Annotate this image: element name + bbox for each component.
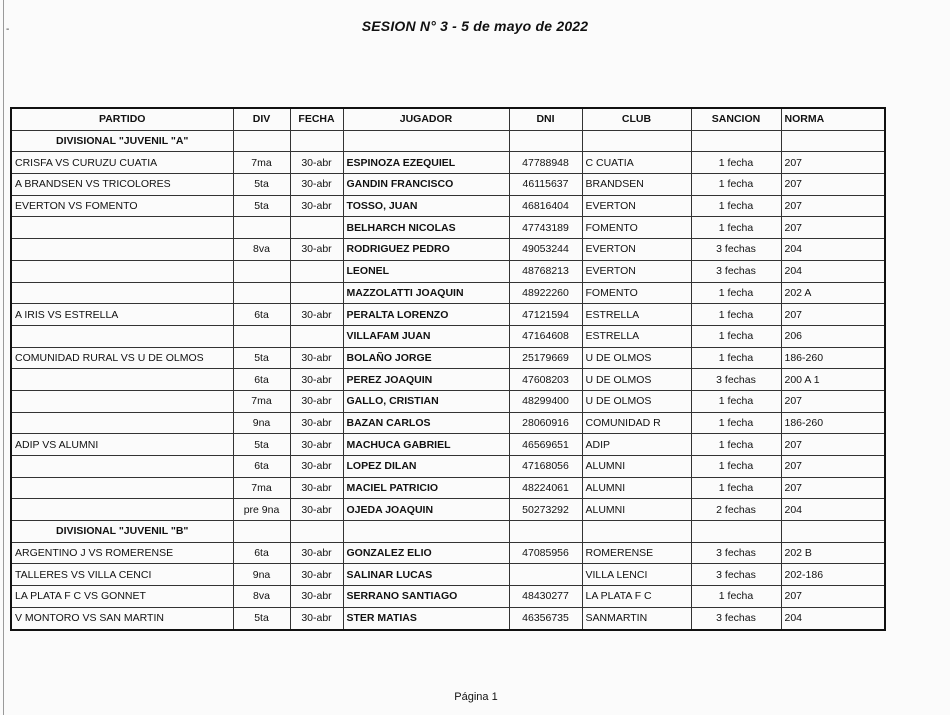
header-sancion: SANCION [691,108,781,130]
cell-club: ALUMNI [582,499,691,521]
cell-dni: 28060916 [509,412,582,434]
table-row [11,586,885,608]
cell-partido [11,412,233,434]
empty-cell [691,521,781,543]
cell-dni: 47121594 [509,304,582,326]
table-row [11,195,885,217]
cell-div [233,260,290,282]
cell-sancion: 1 fecha [691,152,781,174]
cell-div: 6ta [233,304,290,326]
cell-div: 8va [233,586,290,608]
cell-fecha: 30-abr [290,239,343,261]
cell-norma: 207 [781,390,885,412]
cell-sancion: 3 fechas [691,564,781,586]
cell-norma: 200 A 1 [781,369,885,391]
cell-dni: 48430277 [509,586,582,608]
cell-club: BRANDSEN [582,174,691,196]
cell-partido: CRISFA VS CURUZU CUATIA [11,152,233,174]
table-row [11,564,885,586]
cell-dni: 47085956 [509,542,582,564]
cell-fecha: 30-abr [290,607,343,629]
cell-jugador: MACHUCA GABRIEL [343,434,509,456]
cell-partido [11,369,233,391]
cell-fecha: 30-abr [290,152,343,174]
page-number: Página 1 [454,691,498,703]
cell-div: 9na [233,412,290,434]
cell-fecha [290,260,343,282]
empty-cell [582,521,691,543]
cell-partido: ARGENTINO J VS ROMERENSE [11,542,233,564]
empty-cell [691,130,781,152]
cell-club: EVERTON [582,195,691,217]
cell-jugador: VILLAFAM JUAN [343,325,509,347]
cell-div: 8va [233,239,290,261]
cell-club: EVERTON [582,239,691,261]
table-row [11,282,885,304]
cell-fecha: 30-abr [290,174,343,196]
cell-sancion: 3 fechas [691,542,781,564]
cell-div: 5ta [233,434,290,456]
cell-norma: 207 [781,152,885,174]
header-fecha: FECHA [290,108,343,130]
cell-sancion: 1 fecha [691,282,781,304]
table-row [11,325,885,347]
header-club: CLUB [582,108,691,130]
cell-div: 5ta [233,607,290,629]
empty-cell [343,130,509,152]
cell-sancion: 2 fechas [691,499,781,521]
cell-sancion: 1 fecha [691,304,781,326]
cell-dni: 50273292 [509,499,582,521]
cell-club: C CUATIA [582,152,691,174]
empty-cell [343,521,509,543]
cell-jugador: BAZAN CARLOS [343,412,509,434]
cell-partido [11,390,233,412]
empty-cell [233,521,290,543]
header-partido: PARTIDO [11,108,233,130]
cell-norma: 204 [781,607,885,629]
table-row [11,217,885,239]
cell-jugador: RODRIGUEZ PEDRO [343,239,509,261]
cell-fecha: 30-abr [290,369,343,391]
cell-partido [11,260,233,282]
cell-norma: 206 [781,325,885,347]
cell-club: ESTRELLA [582,325,691,347]
cell-norma: 204 [781,499,885,521]
table-row [11,152,885,174]
cell-partido: ADIP VS ALUMNI [11,434,233,456]
cell-sancion: 3 fechas [691,607,781,629]
cell-dni: 47608203 [509,369,582,391]
margin-mark: - [6,24,10,35]
cell-norma: 207 [781,174,885,196]
table-row [11,542,885,564]
cell-sancion: 1 fecha [691,347,781,369]
cell-partido [11,217,233,239]
table-row [11,369,885,391]
cell-fecha: 30-abr [290,412,343,434]
cell-div: 6ta [233,542,290,564]
cell-partido [11,477,233,499]
cell-jugador: SALINAR LUCAS [343,564,509,586]
cell-club: U DE OLMOS [582,347,691,369]
cell-div [233,217,290,239]
cell-club: FOMENTO [582,282,691,304]
cell-dni: 47743189 [509,217,582,239]
cell-div: pre 9na [233,499,290,521]
cell-dni: 49053244 [509,239,582,261]
cell-norma: 202 B [781,542,885,564]
cell-fecha [290,325,343,347]
cell-jugador: SERRANO SANTIAGO [343,586,509,608]
cell-norma: 204 [781,260,885,282]
cell-jugador: OJEDA JOAQUIN [343,499,509,521]
cell-fecha: 30-abr [290,434,343,456]
cell-norma: 202 A [781,282,885,304]
empty-cell [781,130,885,152]
table-row [11,239,885,261]
cell-div: 5ta [233,195,290,217]
cell-div: 6ta [233,369,290,391]
cell-jugador: LEONEL [343,260,509,282]
cell-club: ADIP [582,434,691,456]
cell-jugador: GALLO, CRISTIAN [343,390,509,412]
cell-sancion: 1 fecha [691,456,781,478]
table-row [11,434,885,456]
cell-partido: COMUNIDAD RURAL VS U DE OLMOS [11,347,233,369]
section-row [11,521,885,543]
table-row [11,304,885,326]
cell-norma: 207 [781,477,885,499]
cell-jugador: LOPEZ DILAN [343,456,509,478]
empty-cell [290,521,343,543]
cell-norma: 186-260 [781,347,885,369]
table-row [11,260,885,282]
empty-cell [290,130,343,152]
cell-div: 5ta [233,174,290,196]
cell-club: COMUNIDAD R [582,412,691,434]
cell-jugador: MAZZOLATTI JOAQUIN [343,282,509,304]
cell-sancion: 1 fecha [691,195,781,217]
cell-club: ROMERENSE [582,542,691,564]
cell-jugador: STER MATIAS [343,607,509,629]
empty-cell [509,521,582,543]
cell-dni: 48768213 [509,260,582,282]
cell-div [233,282,290,304]
cell-sancion: 1 fecha [691,477,781,499]
cell-partido [11,325,233,347]
cell-jugador: PEREZ JOAQUIN [343,369,509,391]
cell-sancion: 1 fecha [691,390,781,412]
cell-norma: 207 [781,304,885,326]
cell-jugador: BOLAÑO JORGE [343,347,509,369]
cell-div [233,325,290,347]
cell-jugador: TOSSO, JUAN [343,195,509,217]
cell-fecha: 30-abr [290,456,343,478]
cell-sancion: 1 fecha [691,217,781,239]
cell-dni: 47788948 [509,152,582,174]
cell-club: U DE OLMOS [582,390,691,412]
page-margin-line [3,0,4,715]
cell-club: VILLA LENCI [582,564,691,586]
cell-div: 6ta [233,456,290,478]
section-title: DIVISIONAL "JUVENIL "B" [11,521,233,543]
cell-norma: 207 [781,586,885,608]
cell-dni [509,564,582,586]
sanctions-table [10,107,886,631]
cell-fecha: 30-abr [290,564,343,586]
cell-partido [11,239,233,261]
cell-club: SANMARTIN [582,607,691,629]
cell-sancion: 1 fecha [691,412,781,434]
cell-jugador: GANDIN FRANCISCO [343,174,509,196]
cell-club: LA PLATA F C [582,586,691,608]
cell-partido [11,499,233,521]
cell-norma: 207 [781,217,885,239]
cell-fecha: 30-abr [290,499,343,521]
empty-cell [233,130,290,152]
cell-partido: A BRANDSEN VS TRICOLORES [11,174,233,196]
empty-cell [509,130,582,152]
header-dni: DNI [509,108,582,130]
cell-partido [11,456,233,478]
cell-jugador: BELHARCH NICOLAS [343,217,509,239]
cell-jugador: PERALTA LORENZO [343,304,509,326]
cell-div: 7ma [233,477,290,499]
empty-cell [781,521,885,543]
cell-jugador: MACIEL PATRICIO [343,477,509,499]
cell-fecha: 30-abr [290,304,343,326]
header-norma: NORMA [781,108,885,130]
cell-partido [11,282,233,304]
cell-club: U DE OLMOS [582,369,691,391]
cell-partido: V MONTORO VS SAN MARTIN [11,607,233,629]
cell-fecha: 30-abr [290,195,343,217]
cell-fecha: 30-abr [290,542,343,564]
header-div: DIV [233,108,290,130]
cell-norma: 186-260 [781,412,885,434]
cell-sancion: 3 fechas [691,260,781,282]
cell-sancion: 1 fecha [691,325,781,347]
cell-sancion: 1 fecha [691,434,781,456]
cell-club: EVERTON [582,260,691,282]
cell-fecha [290,217,343,239]
cell-dni: 46816404 [509,195,582,217]
cell-div: 7ma [233,390,290,412]
cell-fecha: 30-abr [290,586,343,608]
cell-norma: 207 [781,195,885,217]
cell-dni: 47164608 [509,325,582,347]
cell-norma: 202-186 [781,564,885,586]
cell-club: FOMENTO [582,217,691,239]
cell-sancion: 1 fecha [691,586,781,608]
cell-div: 5ta [233,347,290,369]
cell-fecha: 30-abr [290,477,343,499]
cell-fecha [290,282,343,304]
table-row [11,412,885,434]
cell-div: 9na [233,564,290,586]
cell-partido: LA PLATA F C VS GONNET [11,586,233,608]
cell-sancion: 3 fechas [691,369,781,391]
cell-partido: EVERTON VS FOMENTO [11,195,233,217]
cell-jugador: GONZALEZ ELIO [343,542,509,564]
cell-dni: 46569651 [509,434,582,456]
cell-club: ESTRELLA [582,304,691,326]
cell-dni: 46115637 [509,174,582,196]
table-row [11,477,885,499]
table-row [11,499,885,521]
cell-dni: 47168056 [509,456,582,478]
cell-dni: 48224061 [509,477,582,499]
cell-norma: 207 [781,434,885,456]
cell-dni: 46356735 [509,607,582,629]
cell-sancion: 3 fechas [691,239,781,261]
header-jugador: JUGADOR [343,108,509,130]
table-row [11,390,885,412]
section-title: DIVISIONAL "JUVENIL "A" [11,130,233,152]
empty-cell [582,130,691,152]
cell-fecha: 30-abr [290,347,343,369]
cell-dni: 48922260 [509,282,582,304]
cell-club: ALUMNI [582,456,691,478]
cell-dni: 48299400 [509,390,582,412]
cell-club: ALUMNI [582,477,691,499]
cell-partido: TALLERES VS VILLA CENCI [11,564,233,586]
table-row [11,607,885,629]
cell-jugador: ESPINOZA EZEQUIEL [343,152,509,174]
cell-norma: 207 [781,456,885,478]
page-title: SESION N° 3 - 5 de mayo de 2022 [361,18,589,34]
cell-partido: A IRIS VS ESTRELLA [11,304,233,326]
table-row [11,347,885,369]
cell-div: 7ma [233,152,290,174]
section-row [11,130,885,152]
table-body [11,130,885,629]
cell-sancion: 1 fecha [691,174,781,196]
table-header-row [11,108,885,130]
cell-norma: 204 [781,239,885,261]
table-row [11,456,885,478]
cell-dni: 25179669 [509,347,582,369]
table-row [11,174,885,196]
cell-fecha: 30-abr [290,390,343,412]
